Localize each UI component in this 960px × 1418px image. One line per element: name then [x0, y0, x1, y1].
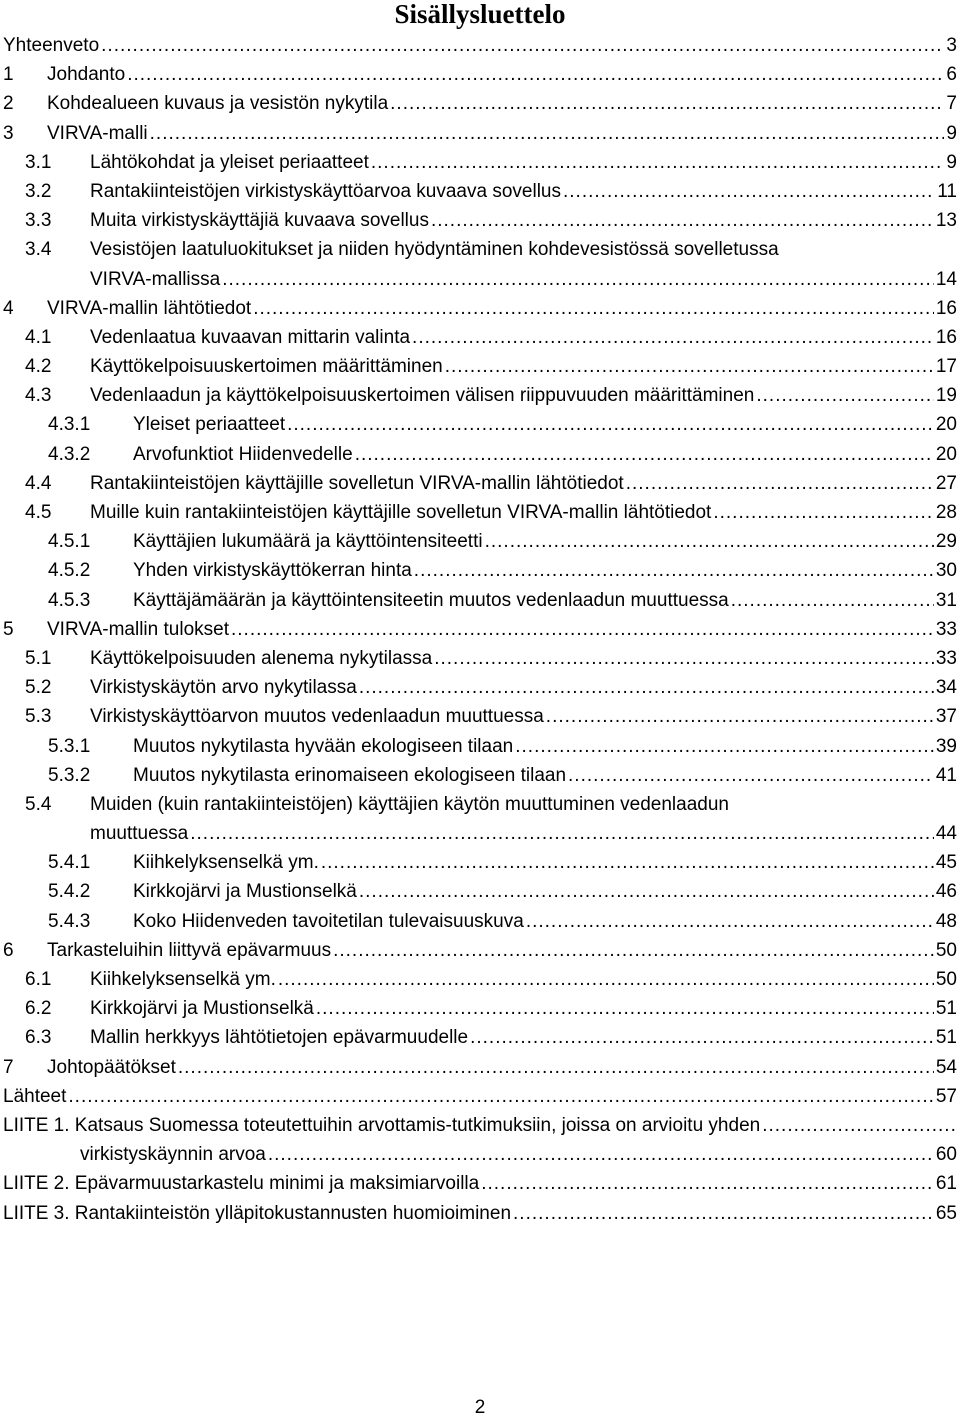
toc-entry[interactable] [0, 673, 960, 702]
toc-entry-number: 6 [3, 939, 14, 961]
toc-dot-leader [513, 1199, 934, 1228]
toc-dot-leader [316, 994, 934, 1023]
toc-entry[interactable] [0, 148, 960, 177]
toc-entry[interactable] [0, 556, 960, 585]
toc-entry-page: 54 [935, 1056, 957, 1078]
toc-entry-page: 31 [935, 589, 957, 611]
toc-entry-number: 5.4 [25, 793, 52, 815]
toc-entry[interactable] [0, 848, 960, 877]
toc-entry[interactable] [0, 410, 960, 439]
toc-entry-page: 20 [935, 443, 957, 465]
toc-entry-title: Käyttökelpoisuuden alenema nykytilassa [90, 644, 432, 673]
toc-entry[interactable] [0, 1199, 960, 1228]
toc-entry[interactable] [0, 381, 960, 410]
toc-entry-number: 1 [3, 64, 14, 86]
toc-entry-number: 6.2 [25, 998, 52, 1020]
toc-entry-title: Johtopäätökset [47, 1053, 176, 1082]
toc-entry-number: 6.3 [25, 1027, 52, 1049]
toc-entry[interactable] [0, 819, 960, 848]
toc-entry-title: Muutos nykytilasta erinomaiseen ekologiseen tilaan [133, 761, 566, 790]
toc-entry[interactable] [0, 31, 960, 60]
toc-entry-page: 39 [935, 735, 957, 757]
toc-entry-number: 3.2 [25, 180, 52, 202]
toc-dot-leader [333, 936, 934, 965]
toc-entry[interactable] [0, 294, 960, 323]
toc-entry-title: Virkistyskäyttöarvon muutos vedenlaadun muuttuessa [90, 702, 544, 731]
toc-entry-page: 11 [937, 180, 957, 202]
toc-dot-leader [278, 965, 934, 994]
toc-entry-number: 7 [3, 1056, 14, 1078]
toc-dot-leader [431, 206, 934, 235]
toc-entry-title: Muille kuin rantakiinteistöjen käyttäjille sovelletun VIRVA-mallin lähtötiedot [90, 498, 711, 527]
toc-entry-page: 14 [935, 268, 957, 290]
toc-entry-title: virkistyskäynnin arvoa [80, 1140, 266, 1169]
toc-dot-leader [470, 1023, 934, 1052]
toc-entry-title: Vedenlaadun ja käyttökelpoisuuskertoimen välisen riippuvuuden määrittäminen [90, 381, 754, 410]
toc-entry-number: 4.2 [25, 356, 52, 378]
toc-entry-page: 27 [935, 472, 957, 494]
toc-entry-page: 6 [946, 64, 957, 86]
toc-entry-title: Johdanto [47, 60, 125, 89]
toc-entry-page: 50 [935, 939, 957, 961]
page-title: Sisällysluettelo [394, 0, 566, 29]
toc-entry-title: Kiihkelyksenselkä ym. [133, 848, 319, 877]
toc-entry-number: 2 [3, 93, 14, 115]
toc-entry-page: 51 [935, 1027, 957, 1049]
toc-dot-leader [68, 1082, 933, 1111]
table-of-contents [0, 31, 960, 1228]
toc-entry-number: 4.5 [25, 502, 52, 523]
toc-entry[interactable] [0, 702, 960, 731]
toc-dot-leader [762, 1111, 955, 1140]
toc-dot-leader [150, 119, 945, 148]
toc-dot-leader [526, 907, 934, 936]
toc-entry-page: 30 [935, 560, 957, 582]
toc-entry[interactable] [0, 527, 960, 556]
toc-entry-title: muuttuessa [90, 819, 188, 848]
toc-entry[interactable] [0, 206, 960, 235]
toc-entry-title: Tarkasteluihin liittyvä epävarmuus [47, 936, 331, 965]
toc-entry[interactable] [0, 352, 960, 381]
toc-entry-page: 46 [935, 881, 957, 903]
toc-dot-leader [390, 89, 944, 118]
toc-entry[interactable] [0, 265, 960, 294]
toc-entry-title: LIITE 1. Katsaus Suomessa toteutettuihin arvottamis-tutkimuksiin, joissa on arvioitu yhden [3, 1111, 760, 1140]
toc-entry[interactable] [0, 60, 960, 89]
toc-entry-title: Arvofunktiot Hiidenvedelle [133, 440, 353, 469]
toc-entry-page: 33 [935, 647, 957, 669]
toc-entry-number: 5.2 [25, 677, 52, 699]
toc-entry-title: Lähteet [3, 1082, 66, 1111]
toc-dot-leader [626, 469, 934, 498]
toc-entry-title: Kiihkelyksenselkä ym. [90, 965, 276, 994]
toc-entry-title: Yhteenveto [3, 31, 99, 60]
toc-entry[interactable] [0, 1082, 960, 1111]
toc-entry-title: Käyttäjien lukumäärä ja käyttöintensiteetti [133, 527, 483, 556]
toc-entry[interactable] [0, 1053, 960, 1082]
toc-entry-page: 41 [935, 764, 957, 786]
toc-entry[interactable] [0, 498, 960, 527]
toc-entry-number: 6.1 [25, 969, 52, 990]
toc-dot-leader [371, 148, 945, 177]
toc-entry-number: 5.1 [25, 647, 52, 669]
toc-entry-number: 4.5.1 [48, 531, 91, 553]
toc-dot-leader [101, 31, 944, 60]
toc-dot-leader [287, 410, 934, 439]
toc-entry[interactable] [0, 615, 960, 644]
toc-entry-number: 4 [3, 297, 14, 319]
toc-entry-number: 3.3 [25, 210, 52, 232]
toc-entry-number: 4.4 [25, 472, 52, 494]
toc-dot-leader [515, 732, 934, 761]
toc-entry-page: 28 [935, 502, 957, 523]
toc-dot-leader [434, 644, 934, 673]
toc-entry[interactable] [0, 907, 960, 936]
toc-entry-page: 9 [946, 151, 957, 173]
toc-entry-title: Vesistöjen laatuluokitukset ja niiden hyödyntäminen kohdevesistössä sovelletussa [90, 235, 779, 264]
toc-dot-leader [231, 615, 934, 644]
toc-entry-number: 4.3 [25, 385, 52, 407]
toc-dot-leader [222, 265, 934, 294]
toc-entry-number: 5.4.2 [48, 881, 91, 903]
toc-entry-page: 61 [935, 1173, 957, 1195]
toc-entry-title: Virkistyskäytön arvo nykytilassa [90, 673, 357, 702]
toc-entry-page: 19 [935, 385, 957, 407]
toc-entry-title: VIRVA-mallissa [90, 265, 220, 294]
toc-entry[interactable] [0, 965, 960, 994]
toc-entry-page: 9 [946, 122, 957, 144]
toc-dot-leader [127, 60, 944, 89]
toc-entry[interactable] [0, 440, 960, 469]
toc-entry-title: VIRVA-malli [47, 119, 148, 148]
toc-entry-number: 4.1 [25, 326, 52, 348]
toc-dot-leader [355, 440, 934, 469]
toc-entry-page: 3 [946, 35, 957, 56]
toc-dot-leader [359, 877, 934, 906]
toc-dot-leader [268, 1140, 934, 1169]
toc-dot-leader [321, 848, 934, 877]
toc-entry-title: Mallin herkkyys lähtötietojen epävarmuudelle [90, 1023, 468, 1052]
toc-dot-leader [485, 527, 934, 556]
toc-entry[interactable] [0, 790, 960, 819]
toc-dot-leader [414, 556, 934, 585]
toc-entry-number: 4.3.2 [48, 443, 91, 465]
toc-entry-page: 34 [935, 677, 957, 699]
toc-entry-page: 13 [935, 210, 957, 232]
toc-entry-title: Vedenlaatua kuvaavan mittarin valinta [90, 323, 410, 352]
toc-entry-title: Rantakiinteistöjen käyttäjille sovelletun VIRVA-mallin lähtötiedot [90, 469, 624, 498]
toc-entry-page: 20 [935, 414, 957, 436]
toc-entry-number: 4.5.2 [48, 560, 91, 582]
toc-entry-page: 60 [935, 1144, 957, 1166]
toc-dot-leader [481, 1169, 934, 1198]
toc-entry-title: LIITE 3. Rantakiinteistön ylläpitokustannusten huomioiminen [3, 1199, 511, 1228]
toc-entry-title: Muutos nykytilasta hyvään ekologiseen tilaan [133, 732, 513, 761]
toc-entry-page: 44 [935, 823, 957, 845]
toc-entry-page: 48 [935, 910, 957, 932]
toc-entry-title: VIRVA-mallin lähtötiedot [47, 294, 251, 323]
toc-dot-leader [445, 352, 934, 381]
toc-entry[interactable] [0, 877, 960, 906]
toc-entry-page: 37 [935, 706, 957, 728]
toc-entry-number: 4.5.3 [48, 589, 91, 611]
toc-entry[interactable] [0, 1169, 960, 1198]
toc-entry[interactable] [0, 761, 960, 790]
toc-entry-page: 33 [935, 618, 957, 640]
toc-entry-title: Muita virkistyskäyttäjiä kuvaava sovellus [90, 206, 429, 235]
toc-entry-number: 5.4.1 [48, 852, 91, 874]
toc-entry-title: Yhden virkistyskäyttökerran hinta [133, 556, 412, 585]
toc-entry-number: 5.4.3 [48, 910, 91, 932]
toc-entry-page: 16 [935, 326, 957, 348]
toc-entry-number: 5.3.2 [48, 764, 91, 786]
toc-entry[interactable] [0, 235, 960, 264]
toc-entry[interactable] [0, 323, 960, 352]
toc-dot-leader [253, 294, 934, 323]
toc-entry-title: Muiden (kuin rantakiinteistöjen) käyttäjien käytön muuttuminen vedenlaadun [90, 790, 729, 819]
toc-entry[interactable] [0, 586, 960, 615]
toc-entry[interactable] [0, 119, 960, 148]
toc-entry-title: Yleiset periaatteet [133, 410, 285, 439]
toc-entry-page: 16 [935, 297, 957, 319]
toc-entry-title: Lähtökohdat ja yleiset periaatteet [90, 148, 369, 177]
toc-entry[interactable] [0, 994, 960, 1023]
toc-entry[interactable] [0, 469, 960, 498]
toc-dot-leader [713, 498, 934, 527]
toc-dot-leader [359, 673, 934, 702]
toc-entry-number: 5.3 [25, 706, 52, 728]
toc-entry-title: Kirkkojärvi ja Mustionselkä [90, 994, 314, 1023]
page-number: 2 [474, 1397, 486, 1418]
toc-entry-title: Kirkkojärvi ja Mustionselkä [133, 877, 357, 906]
toc-entry-page: 17 [935, 356, 957, 378]
toc-entry-title: Kohdealueen kuvaus ja vesistön nykytila [47, 89, 388, 118]
toc-dot-leader [178, 1053, 934, 1082]
toc-entry[interactable] [0, 1140, 960, 1169]
toc-entry[interactable] [0, 644, 960, 673]
toc-entry-page: 51 [935, 998, 957, 1020]
toc-entry-page: 65 [935, 1202, 957, 1224]
toc-entry-number: 4.3.1 [48, 414, 91, 436]
toc-entry-number: 5.3.1 [48, 735, 91, 757]
toc-entry-number: 3 [3, 122, 14, 144]
toc-entry-page: 7 [946, 93, 957, 115]
toc-entry-page: 50 [935, 969, 957, 990]
toc-dot-leader [756, 381, 934, 410]
toc-entry-title: Käyttäjämäärän ja käyttöintensiteetin muutos vedenlaadun muuttuessa [133, 586, 729, 615]
toc-dot-leader [190, 819, 934, 848]
toc-entry-title: Rantakiinteistöjen virkistyskäyttöarvoa kuvaava sovellus [90, 177, 561, 206]
toc-dot-leader [412, 323, 934, 352]
toc-entry-title: Koko Hiidenveden tavoitetilan tulevaisuuskuva [133, 907, 524, 936]
toc-entry-title: VIRVA-mallin tulokset [47, 615, 229, 644]
toc-entry[interactable] [0, 89, 960, 118]
toc-dot-leader [563, 177, 935, 206]
toc-entry[interactable] [0, 177, 960, 206]
toc-entry-number: 3.4 [25, 239, 52, 261]
toc-dot-leader [568, 761, 934, 790]
toc-entry[interactable] [0, 936, 960, 965]
toc-dot-leader [731, 586, 934, 615]
toc-entry-page: 45 [935, 852, 957, 874]
toc-entry-title: Käyttökelpoisuuskertoimen määrittäminen [90, 352, 443, 381]
toc-entry-number: 5 [3, 618, 14, 640]
toc-entry-page: 29 [935, 531, 957, 553]
toc-entry[interactable] [0, 732, 960, 761]
toc-entry-page: 57 [935, 1085, 957, 1107]
toc-dot-leader [546, 702, 934, 731]
toc-entry-title: LIITE 2. Epävarmuustarkastelu minimi ja maksimiarvoilla [3, 1169, 479, 1198]
toc-entry[interactable] [0, 1023, 960, 1052]
toc-entry[interactable] [0, 1111, 960, 1140]
toc-entry-number: 3.1 [25, 151, 52, 173]
